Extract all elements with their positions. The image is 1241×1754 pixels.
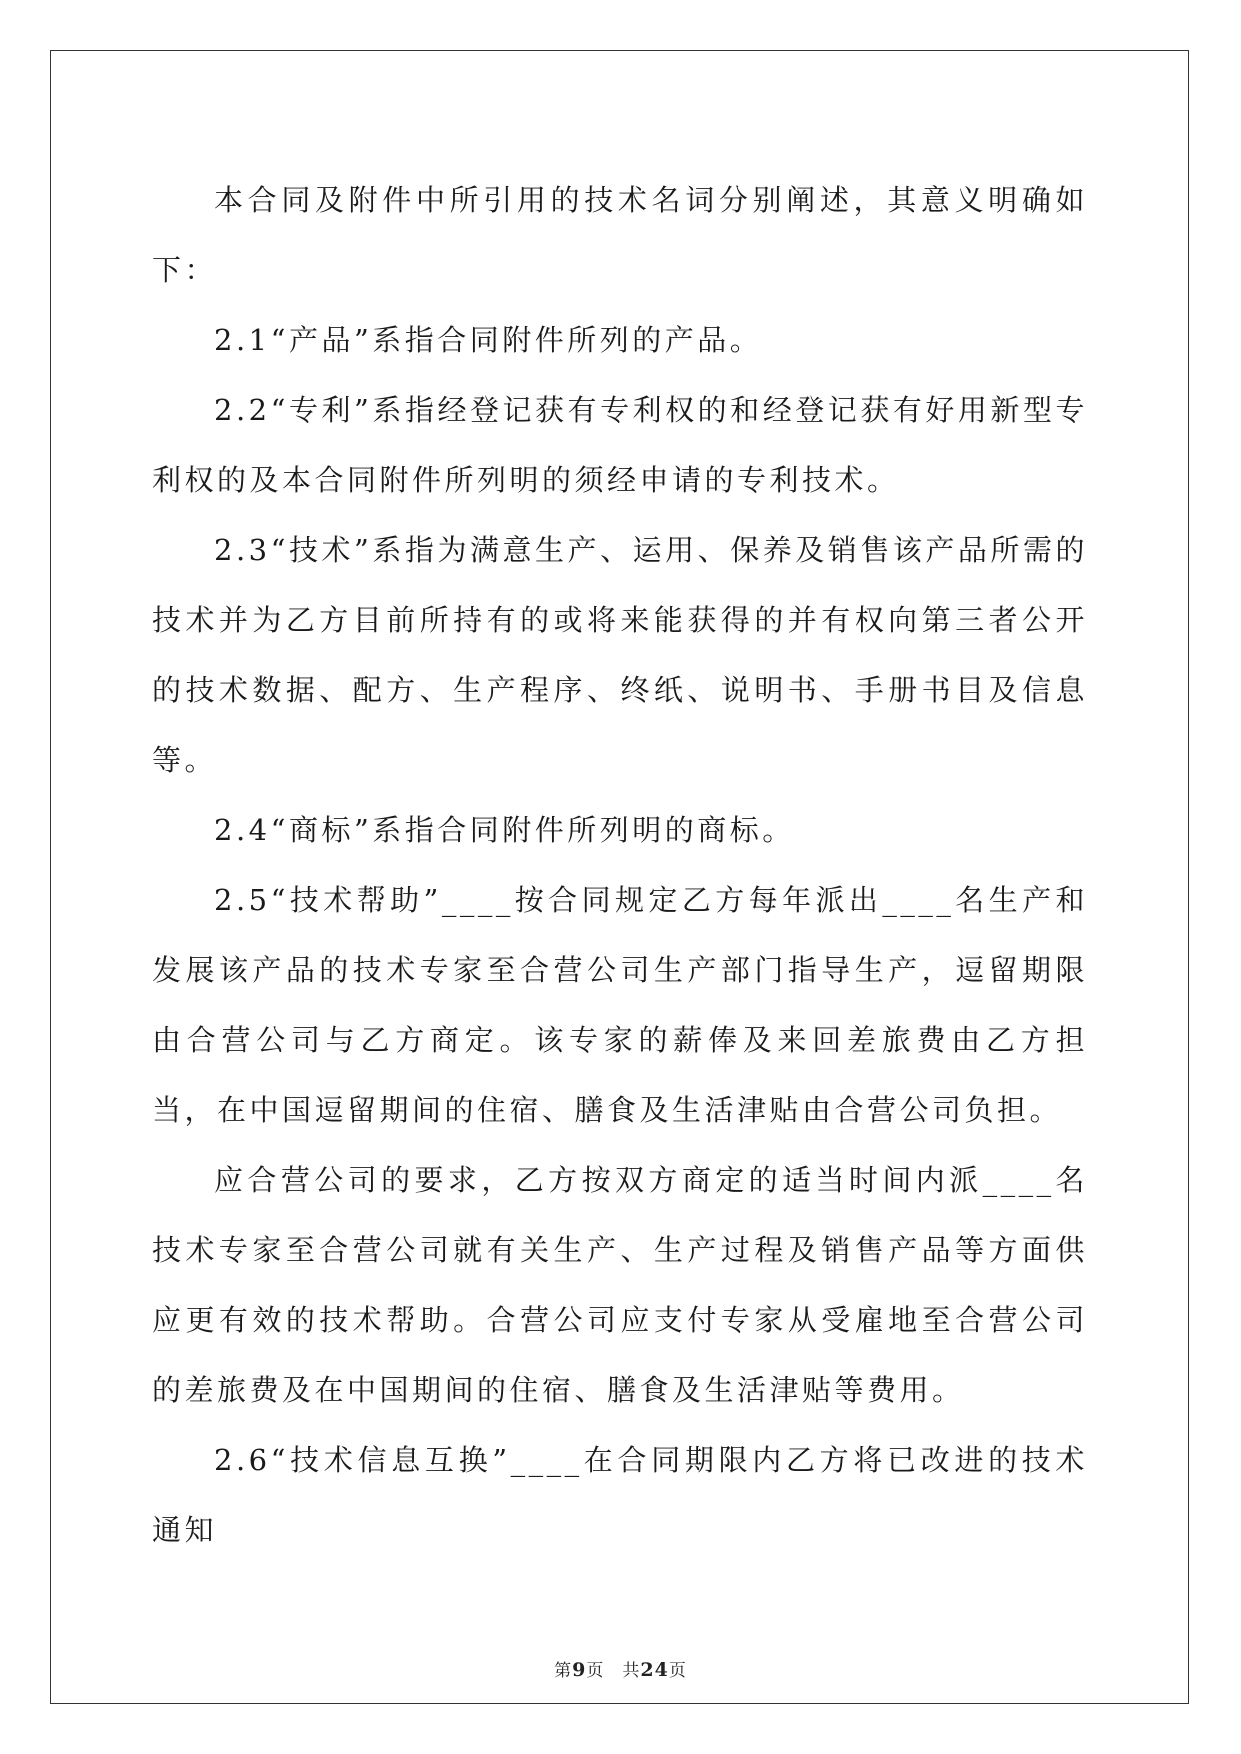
paragraph-2-6: 2.6“技术信息互换”____在合同期限内乙方将已改进的技术通知 bbox=[152, 1443, 1088, 1547]
page-mid: 页 共 bbox=[586, 1661, 641, 1681]
total-page-number: 24 bbox=[640, 1659, 669, 1681]
page-suffix: 页 bbox=[668, 1661, 687, 1681]
paragraph-2-3: 2.3“技术”系指为满意生产、运用、保养及销售该产品所需的技术并为乙方目前所持有的或将来能获得的并有权向第三者公开的技术数据、配方、生产程序、终纸、说明书、手册书目及信息等。 bbox=[152, 533, 1088, 777]
page-prefix: 第 bbox=[554, 1661, 573, 1681]
paragraph-2-5: 2.5“技术帮助”____按合同规定乙方每年派出____名生产和发展该产品的技术专家至合营公司生产部门指导生产，逗留期限由合营公司与乙方商定。该专家的薪俸及来回差旅费由乙方担当，在中国逗留期间的住宿、膳食及生活津贴由合营公司负担。 bbox=[152, 883, 1088, 1127]
paragraph-2-1: 2.1“产品”系指合同附件所列的产品。 bbox=[214, 323, 763, 357]
document-body bbox=[152, 165, 1088, 1565]
paragraph-2-4: 2.4“商标”系指合同附件所列明的商标。 bbox=[214, 813, 795, 847]
paragraph-intro: 本合同及附件中所引用的技术名词分别阐述，其意义明确如下： bbox=[152, 183, 1088, 287]
page-number-footer bbox=[0, 1656, 1241, 1681]
paragraph-2-5-cont: 应合营公司的要求，乙方按双方商定的适当时间内派____名技术专家至合营公司就有关生产、生产过程及销售产品等方面供应更有效的技术帮助。合营公司应支付专家从受雇地至合营公司的差旅费及在中国期间的住宿、膳食及生活津贴等费用。 bbox=[152, 1163, 1088, 1407]
paragraph-2-2: 2.2“专利”系指经登记获有专利权的和经登记获有好用新型专利权的及本合同附件所列明的须经申请的专利技术。 bbox=[152, 393, 1088, 497]
current-page-number: 9 bbox=[572, 1659, 587, 1681]
